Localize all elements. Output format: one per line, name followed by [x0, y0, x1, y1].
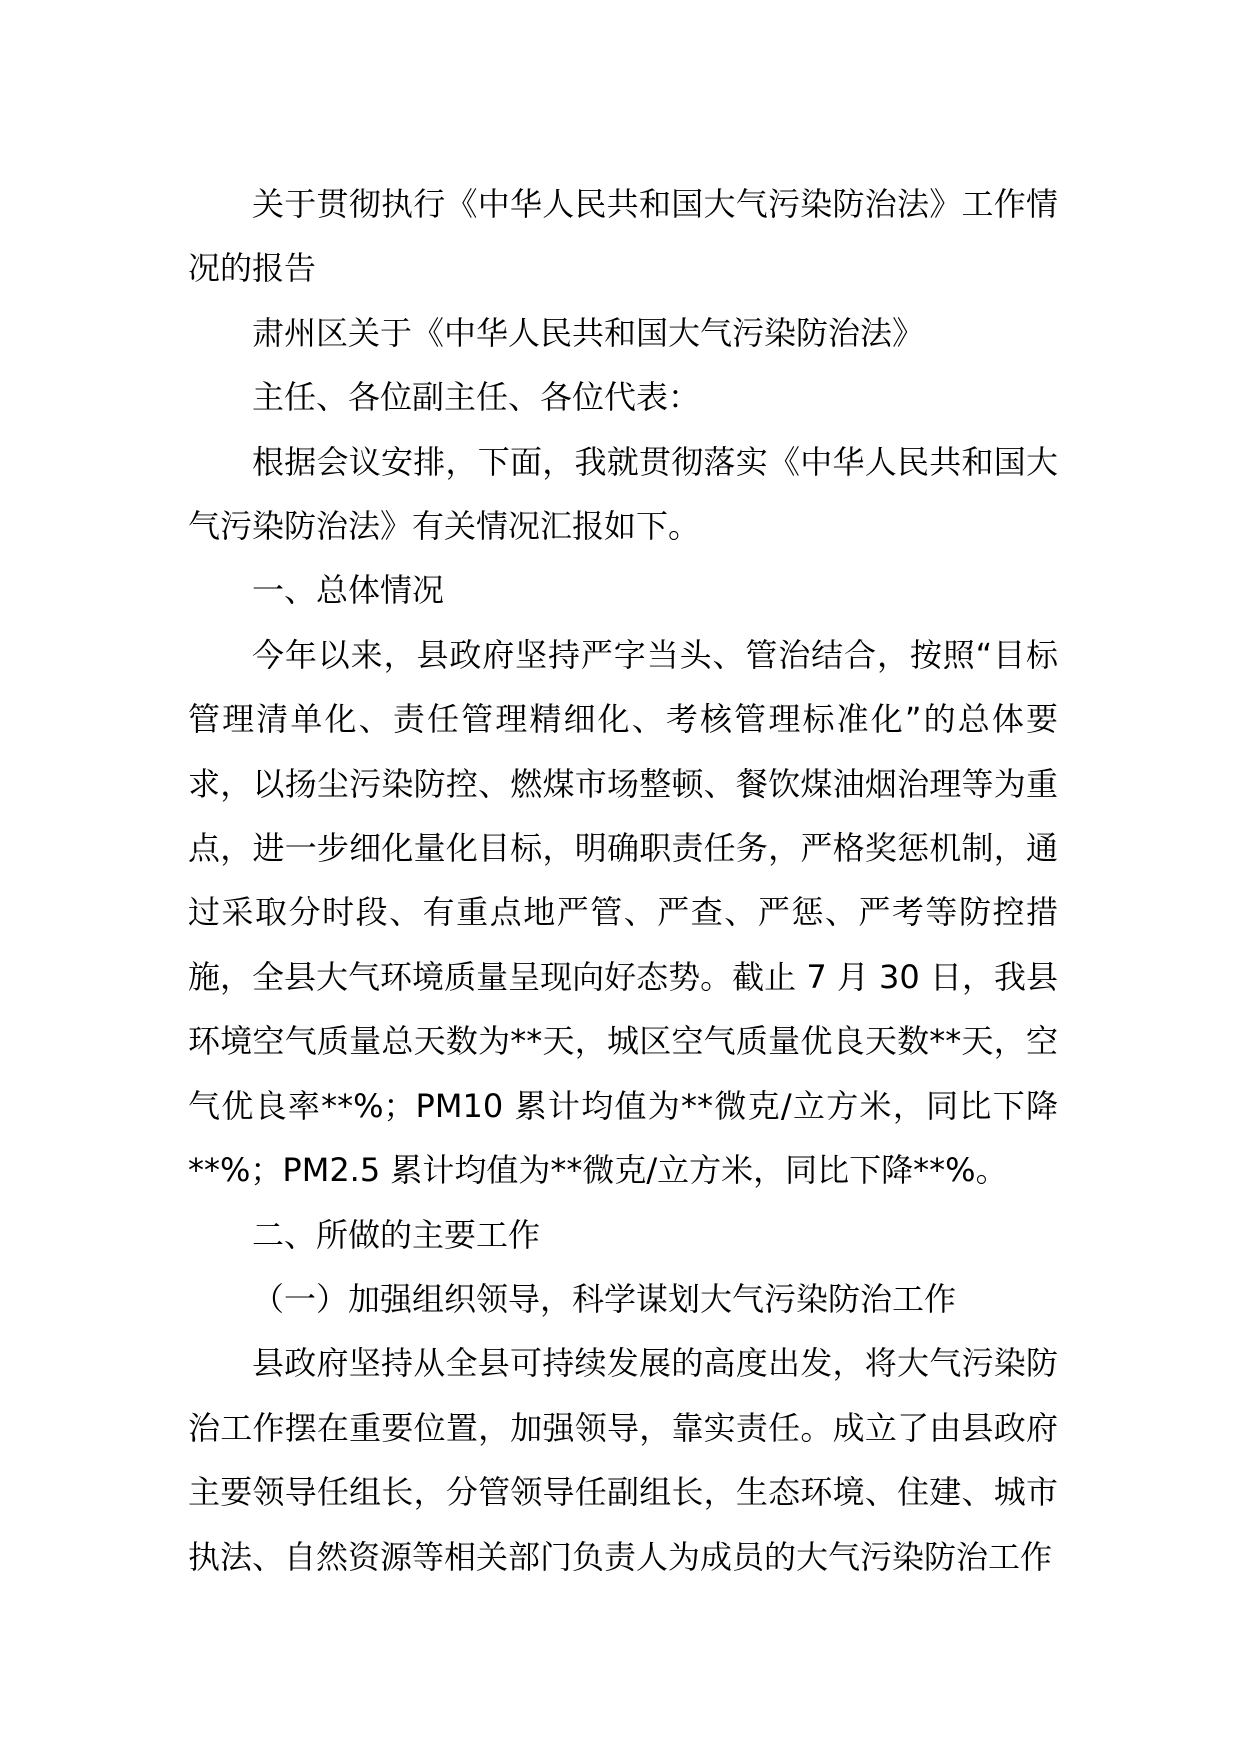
section-heading-main-work: 二、所做的主要工作 — [252, 1215, 541, 1254]
salutation: 主任、各位副主任、各位代表： — [252, 378, 701, 417]
document-body — [188, 172, 1058, 1589]
subsection-heading-leadership: （一）加强组织领导，科学谋划大气污染防治工作 — [252, 1279, 957, 1318]
leadership-paragraph: 县政府坚持从全县可持续发展的高度出发，将大气污染防治工作摆在重要位置，加强领导，靠实责任。成立了由县政府主要领导任组长，分管领导任副组长，生态环境、住建、城市执法、自然资源等相关部门负责人为成员的大气污染防治工作 — [188, 1344, 1058, 1576]
section-heading-overall: 一、总体情况 — [252, 571, 445, 610]
intro-paragraph: 根据会议安排，下面，我就贯彻落实《中华人民共和国大气污染防治法》有关情况汇报如下。 — [188, 442, 1058, 546]
overall-paragraph: 今年以来，县政府坚持严字当头、管治结合，按照“目标管理清单化、责任管理精细化、考核管理标准化”的总体要求，以扬尘污染防控、燃煤市场整顿、餐饮煤油烟治理等为重点，进一步细化量化目标，明确职责任务，严格奖惩机制，通过采取分时段、有重点地严管、严查、严惩、严考等防控措施，全县大气环境质量呈现向好态势。截止 7 月 30 日，我县环境空气质量总天数为**天，城区空气质量优良天数**天，空气优良率**%；PM10 累计均值为**微克/立方米，同比下降**%；PM2.5 累计均值为**微克/立方米，同比下降**%。 — [188, 635, 1058, 1190]
report-title: 关于贯彻执行《中华人民共和国大气污染防治法》工作情况的报告 — [188, 185, 1058, 288]
report-subtitle: 肃州区关于《中华人民共和国大气污染防治法》 — [252, 313, 925, 352]
